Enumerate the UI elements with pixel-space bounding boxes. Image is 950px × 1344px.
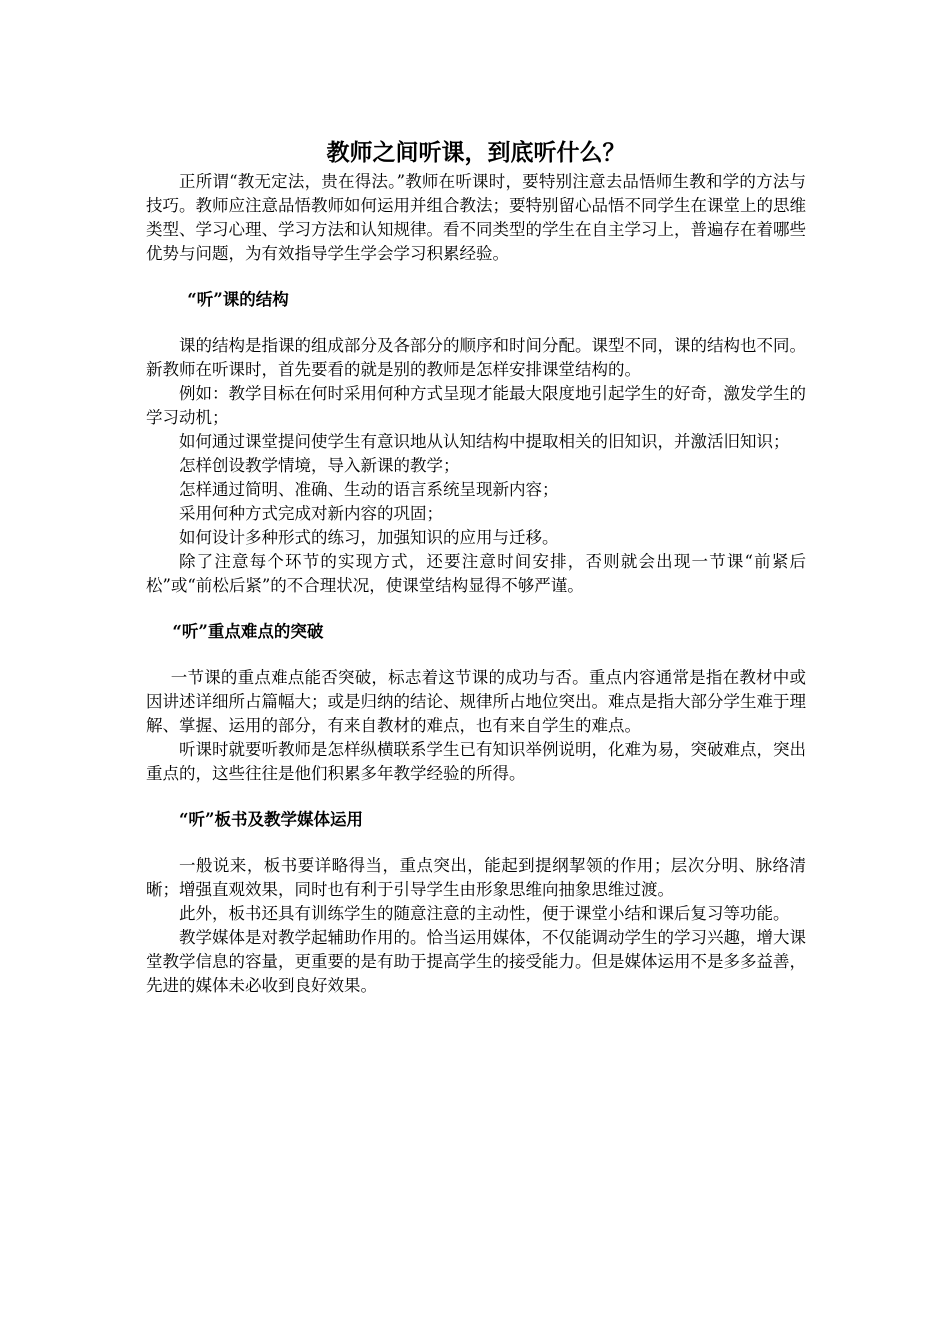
section-2-paragraph: 听课时就要听教师是怎样纵横联系学生已有知识举例说明，化难为易，突破难点，突出重点的，这些往往是他们积累多年教学经验的所得。 <box>146 740 806 783</box>
document-title: 教师之间听课，到底听什么？ <box>326 139 626 166</box>
section-heading-key-points: “听”重点难点的突破 <box>172 622 324 641</box>
document-page <box>146 136 806 998</box>
section-3-paragraph: 一般说来，板书要详略得当，重点突出，能起到提纲挈领的作用；层次分明、脉络清晰；增强直观效果，同时也有利于引导学生由形象思维向抽象思维过渡。 <box>146 856 806 899</box>
spacer <box>146 644 806 666</box>
section-heading-blackboard-media: “听”板书及教学媒体运用 <box>179 810 363 829</box>
section-3-paragraph: 此外，板书还具有训练学生的随意注意的主动性，便于课堂小结和课后复习等功能。 <box>179 904 790 923</box>
section-1-paragraph: 怎样通过简明、准确、生动的语言系统呈现新内容； <box>179 480 559 499</box>
spacer <box>146 598 806 620</box>
spacer <box>146 312 806 334</box>
section-1-paragraph: 课的结构是指课的组成部分及各部分的顺序和时间分配。课型不同，课的结构也不同。新教师在听课时，首先要看的就是别的教师是怎样安排课堂结构的。 <box>146 336 806 379</box>
section-2-paragraph: 一节课的重点难点能否突破，标志着这节课的成功与否。重点内容通常是指在教材中或因讲述详细所占篇幅大；或是归纳的结论、规律所占地位突出。难点是指大部分学生难于理解、掌握、运用的部分，有来自教材的难点，也有来自学生的难点。 <box>146 668 806 735</box>
section-1-paragraph: 如何通过课堂提问使学生有意识地从认知结构中提取相关的旧知识，并激活旧知识； <box>179 432 790 451</box>
section-heading-structure: “听”课的结构 <box>187 290 289 309</box>
section-1-paragraph: 怎样创设教学情境，导入新课的教学； <box>179 456 460 475</box>
section-1-paragraph: 采用何种方式完成对新内容的巩固； <box>179 504 443 523</box>
section-3-paragraph: 教学媒体是对教学起辅助作用的。恰当运用媒体，不仅能调动学生的学习兴趣，增大课堂教学信息的容量，更重要的是有助于提高学生的接受能力。但是媒体运用不是多多益善，先进的媒体未必收到良好效果。 <box>146 928 806 995</box>
section-1-paragraph: 如何设计多种形式的练习，加强知识的应用与迁移。 <box>179 528 559 547</box>
intro-paragraph: 正所谓“教无定法，贵在得法。”教师在听课时，要特别注意去品悟师生教和学的方法与技巧。教师应注意品悟教师如何运用并组合教法；要特别留心品悟不同学生在课堂上的思维类型、学习心理、学习方法和认知规律。看不同类型的学生在自主学习上，普遍存在着哪些优势与问题，为有效指导学生学会学习积累经验。 <box>146 172 806 263</box>
spacer <box>146 786 806 808</box>
spacer <box>146 266 806 288</box>
section-1-paragraph: 除了注意每个环节的实现方式，还要注意时间安排，否则就会出现一节课“前紧后松”或“前松后紧”的不合理状况，使课堂结构显得不够严谨。 <box>146 552 806 595</box>
spacer <box>146 832 806 854</box>
section-1-paragraph: 例如：教学目标在何时采用何种方式呈现才能最大限度地引起学生的好奇，激发学生的学习动机； <box>146 384 806 427</box>
